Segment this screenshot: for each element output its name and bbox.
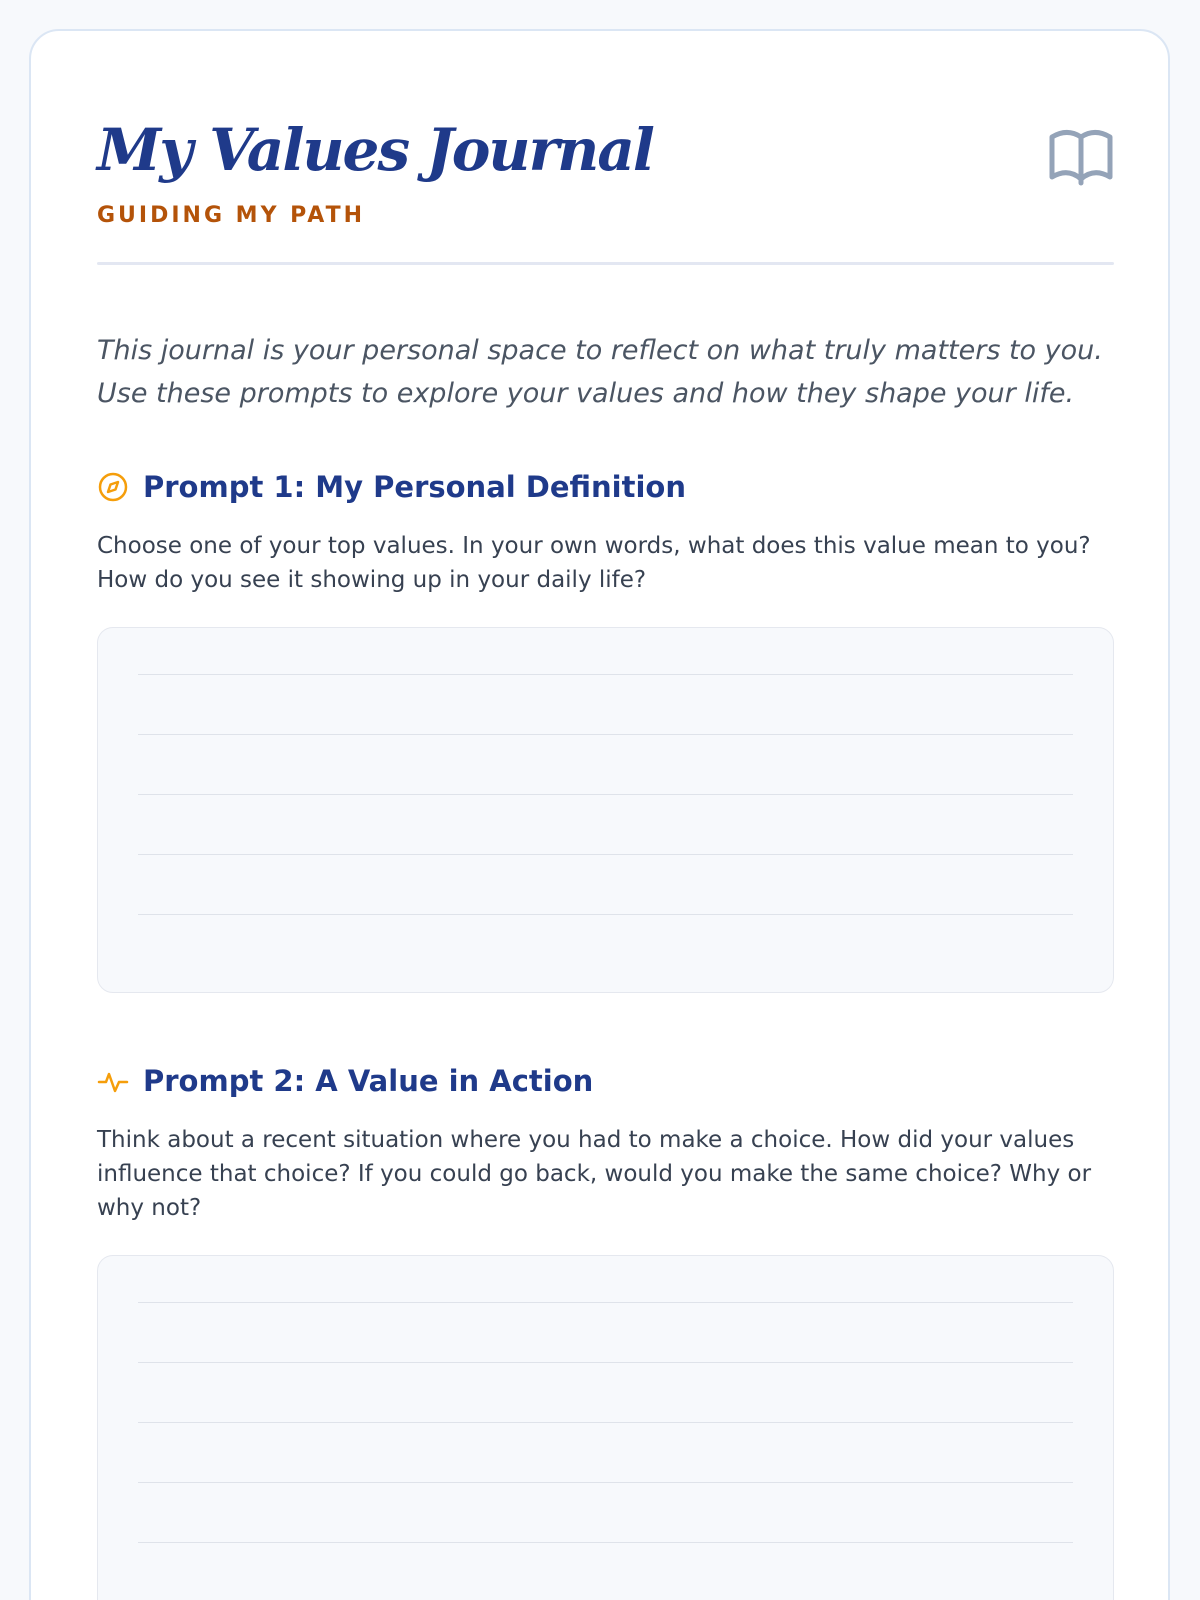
- ruled-line: [138, 1362, 1073, 1363]
- prompt-question: Choose one of your top values. In your own words, what does this value mean to you? How do you see it showing up in your daily life?: [97, 533, 1091, 593]
- journal-card: [29, 29, 1170, 1600]
- ruled-line: [138, 734, 1073, 735]
- ruled-line: [138, 1422, 1073, 1423]
- prompt-title: Prompt 2: A Value in Action: [143, 1064, 594, 1098]
- intro-text: This journal is your personal space to reflect on what truly matters to you. Use these prompts to explore your values and how they shape your life.: [97, 335, 1103, 409]
- ruled-line: [138, 794, 1073, 795]
- page-title: My Values Journal: [97, 116, 653, 184]
- prompt-heading: [97, 1061, 1114, 1101]
- prompt-title: Prompt 1: My Personal Definition: [143, 470, 686, 504]
- activity-icon: [97, 1065, 129, 1097]
- journal-entry-area[interactable]: [97, 1255, 1114, 1600]
- ruled-line: [138, 1482, 1073, 1483]
- prompt-question: Think about a recent situation where you had to make a choice. How did your values influence that choice? If you could go back, would you make the same choice? Why or why not?: [97, 1127, 1092, 1221]
- ruled-line: [138, 674, 1073, 675]
- header-divider: [97, 262, 1114, 265]
- journal-entry-area[interactable]: [97, 627, 1114, 993]
- prompt-section-2: [97, 1061, 1114, 1600]
- prompt-heading: [97, 467, 1114, 507]
- page-subtitle: GUIDING MY PATH: [97, 203, 366, 228]
- ruled-line: [138, 1302, 1073, 1303]
- ruled-line: [138, 1542, 1073, 1543]
- compass-icon: [97, 471, 129, 503]
- journal-header: [97, 91, 1114, 265]
- ruled-line: [138, 914, 1073, 915]
- ruled-line: [138, 854, 1073, 855]
- prompt-section-1: [97, 467, 1114, 993]
- book-open-icon: [1048, 125, 1114, 191]
